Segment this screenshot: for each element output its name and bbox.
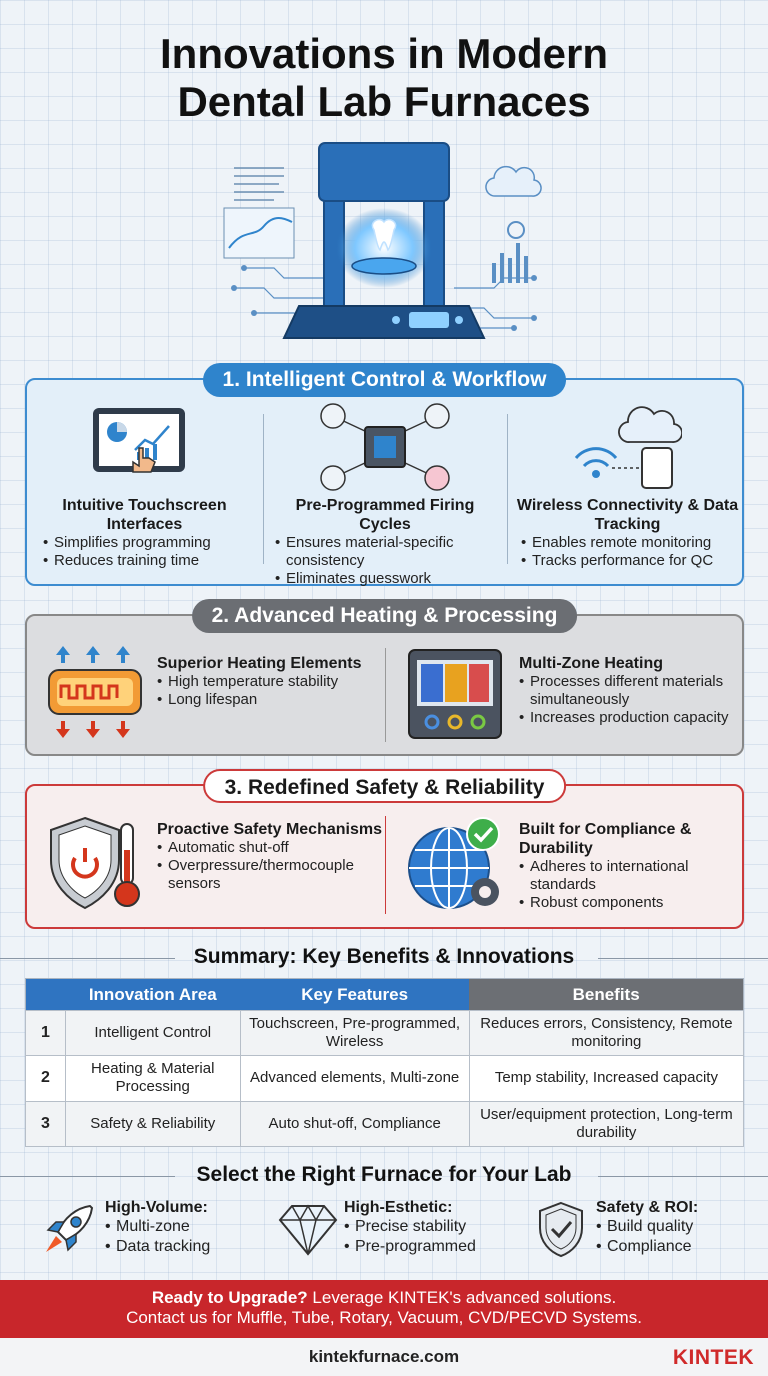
cta-banner	[0, 1280, 768, 1338]
block-safety-mechanisms: Proactive Safety Mechanisms • Automatic shut-off • Overpressure/thermocouple sensors	[157, 820, 382, 893]
table-header-row	[26, 979, 744, 1011]
cta-lead: Ready to Upgrade?	[151, 1288, 308, 1307]
rocket-icon	[40, 1200, 98, 1258]
table-row: 2 Heating & Material Processing Advanced elements, Multi-zone Temp stability, Increased capacity	[26, 1056, 744, 1101]
touchscreen-icon	[89, 404, 189, 476]
column-header	[26, 979, 66, 1011]
select-safety-roi: Safety & ROI: • Build quality • Compliance	[596, 1198, 756, 1257]
select-high-esthetic: High-Esthetic: • Precise stability • Pre-programmed	[344, 1198, 514, 1257]
block-compliance: Built for Compliance & Durability • Adheres to international standards • Robust components	[519, 820, 741, 912]
furnace-hero-illustration	[214, 138, 554, 354]
col-firing-cycles: Pre-Programmed Firing Cycles • Ensures material-specific consistency • Eliminates guesswork	[269, 496, 501, 588]
cta-line1: Leverage KINTEK's advanced solutions.	[307, 1288, 617, 1307]
bullet: • Eliminates guesswork	[275, 570, 501, 588]
bullet: • Long lifespan	[157, 691, 377, 709]
website-link[interactable]: kintekfurnace.com	[308, 1347, 460, 1366]
bullet: • Overpressure/thermocouple sensors	[157, 857, 382, 893]
bullet: • Reduces training time	[43, 552, 252, 570]
table-row: 1 Intelligent Control Touchscreen, Pre-programmed, Wireless Reduces errors, Consistency, Remote monitoring	[26, 1011, 744, 1056]
select-heading: Select the Right Furnace for Your Lab	[196, 1163, 572, 1186]
bullet: • Data tracking	[105, 1237, 255, 1257]
bullet: • Multi-zone	[105, 1217, 255, 1237]
footer	[0, 1338, 768, 1376]
bullet: • Increases production capacity	[519, 709, 741, 727]
summary-heading: Summary: Key Benefits & Innovations	[193, 945, 575, 968]
column-header: Key Features	[240, 979, 469, 1011]
bullet: • Build quality	[596, 1217, 756, 1237]
block-heating-elements: Superior Heating Elements • High temperature stability • Long lifespan	[157, 654, 377, 709]
section-heating	[25, 604, 744, 756]
divider	[385, 816, 386, 914]
globe-gear-check-icon	[405, 816, 507, 912]
col-wireless: Wireless Connectivity & Data Tracking • Enables remote monitoring • Tracks performance for QC	[515, 496, 740, 570]
col-touchscreen: Intuitive Touchscreen Interfaces • Simplifies programming • Reduces training time	[37, 496, 252, 570]
bullet: • Compliance	[596, 1237, 756, 1257]
section-heading: 2. Advanced Heating & Processing	[192, 599, 578, 633]
column-header: Benefits	[469, 979, 743, 1011]
bullet: • Adheres to international standards	[519, 858, 741, 894]
shield-thermometer-icon	[45, 814, 145, 912]
chip-icon	[317, 402, 453, 492]
section-heading: 3. Redefined Safety & Reliability	[203, 769, 567, 803]
column-header: Innovation Area	[66, 979, 241, 1011]
bullet: • Enables remote monitoring	[521, 534, 740, 552]
cta-line2: Contact us for Muffle, Tube, Rotary, Vacuum, CVD/PECVD Systems.	[126, 1308, 642, 1327]
diamond-icon	[278, 1202, 338, 1256]
bullet: • Processes different materials simultaneously	[519, 673, 741, 709]
divider	[507, 414, 508, 564]
bullet: • Robust components	[519, 894, 741, 912]
section-heading: 1. Intelligent Control & Workflow	[203, 363, 567, 397]
bullet: • High temperature stability	[157, 673, 377, 691]
section-safety	[25, 776, 744, 929]
wireless-cloud-icon	[572, 396, 682, 492]
page-title: Innovations in Modern Dental Lab Furnaces	[160, 30, 608, 125]
heating-element-icon	[43, 644, 147, 740]
bullet: • Tracks performance for QC	[521, 552, 740, 570]
select-high-volume: High-Volume: • Multi-zone • Data tracking	[105, 1198, 255, 1257]
section-intelligent-control	[25, 368, 744, 587]
summary-table	[25, 978, 744, 1147]
multi-zone-icon	[405, 646, 505, 742]
bullet: • Precise stability	[344, 1217, 514, 1237]
kintek-logo: KINTEK	[672, 1346, 754, 1369]
divider	[385, 648, 386, 742]
bullet: • Automatic shut-off	[157, 839, 382, 857]
bullet: • Simplifies programming	[43, 534, 252, 552]
bullet: • Pre-programmed	[344, 1237, 514, 1257]
bullet: • Ensures material-specific consistency	[275, 534, 501, 570]
shield-check-icon	[536, 1200, 586, 1258]
table-row: 3 Safety & Reliability Auto shut-off, Compliance User/equipment protection, Long-term durability	[26, 1101, 744, 1146]
block-multi-zone: Multi-Zone Heating • Processes different materials simultaneously • Increases production capacity	[519, 654, 741, 727]
divider	[263, 414, 264, 564]
